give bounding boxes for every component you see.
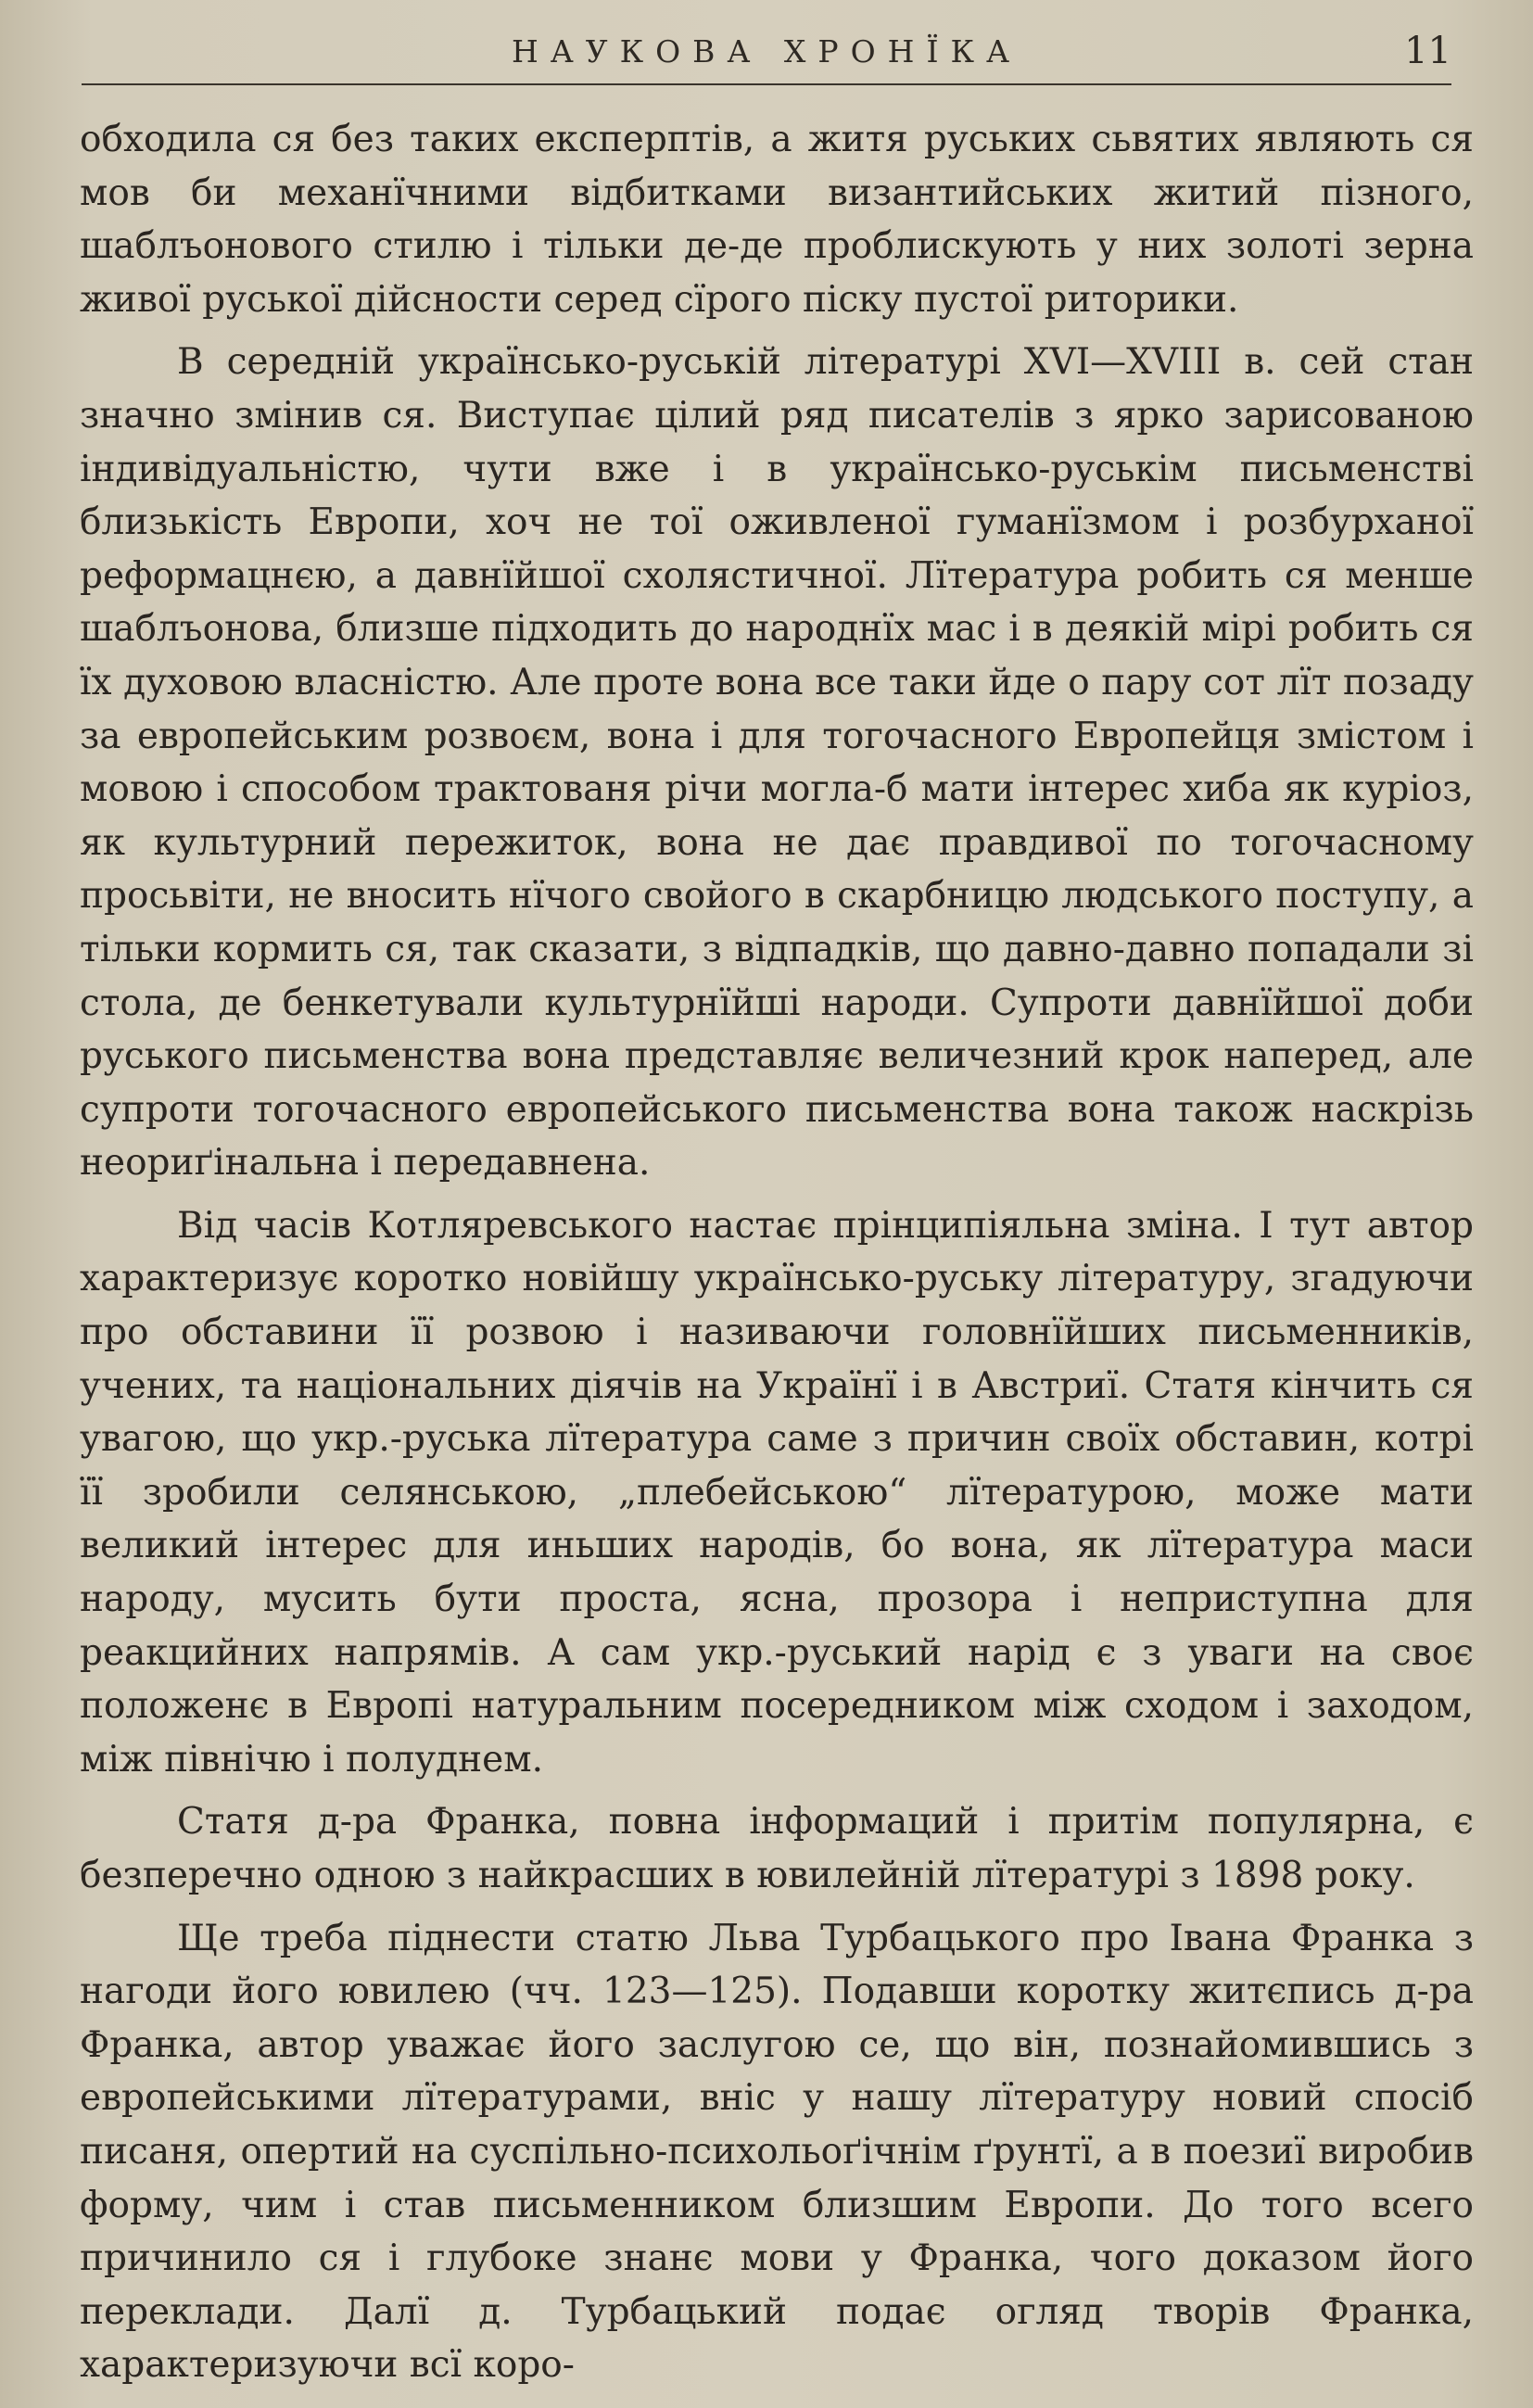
paragraph-5: Ще треба піднести статю Льва Турбацького про Івана Франка з нагоди його ювилею (чч. 123—125). Подавши коротку житєпись д-ра Франка, автор уважає його заслугою се, що він, познайомившись з европейськими лїтературами, вніс у нашу лїтературу новий спосіб писаня, опертий на суспільно-псиxольоґічнім ґрунтї, а в поезиї виробив форму, чим і став письменником близшим Европи. До того всего причинило ся і глубоке знанє мови у Франка, чого доказом його переклади. Далї д. Турбацький подає огляд творів Франка, характеризуючи всї коро- (80, 1917, 1474, 2387)
paragraph-3: Від часів Котляревського настає прінципіяльна зміна. І тут автор характеризує коротко новійшу українсько-руську літературу, згадуючи про обставини її розвою і називаючи головнїйших письменників, учених, та національних діячів на Українї і в Австриї. Статя кінчить ся увагою, що укр.-руська лїтература саме з причин своїх обставин, котрі її зробили селянською, „плебейською“ лїтературою, може мати великий інтерес для иньших народів, бо вона, як лїтература маси народу, мусить бути проста, ясна, прозора і неприступна для реакцийних напрямів. А сам укр.-руський нарід є з уваги на своє положенє в Европі натуральним посередником між сходом і заходом, між північю і полуднем. (80, 1204, 1474, 1781)
paragraph-2: В середній українсько-руській літературі XVI—XVIII в. сей стан значно змінив ся. Виступає цілий ряд писателів з ярко зарисованою індивідуальністю, чути вже і в українсько-руськім письменстві близькість Европи, хоч не тої оживленої гуманїзмом і розбурханої реформацнєю, а давнїйшої схолястичної. Лїтература робить ся менше шаблъонова, близше підходить до народнїх мас і в деякій мірі робить ся їх духовою власністю. Але проте вона все таки йде о пару сот лїт позаду за европейським розвоєм, вона і для тогочасного Европейця змістом і мовою і способом трактованя річи могла-б мати інтерес хиба як куріоз, як культурний пережиток, вона не дає правдивої по тогочасному просьвіти, не вносить нїчого свойого в скарбницю людського поступу, а тільки кормить ся, так сказати, з відпадків, що давно-давно попадали зі стола, де бенкетували культурнїйші народи. Супроти давнїйшої доби руського письменства вона представляє величезний крок наперед, але супроти тогочасного европейського письменства вона також наскрізь неориґінальна і передавнена. (80, 341, 1474, 1185)
page-header (82, 26, 1451, 85)
body-text (80, 113, 1474, 2392)
page-number: 11 (1404, 30, 1451, 72)
paragraph-4: Статя д-ра Франка, повна інформаций і притім популярна, є безперечно одною з найкрасших в ювилейній лїтературі з 1898 року. (80, 1801, 1474, 1896)
paragraph-1: обходила ся без таких експерптів, а житя руських сьвятих являють ся мов би механїчними відбитками византийських житий пізного, шаблъонового стилю і тільки де-де проблискують у них золоті зерна живої руської дійсности серед сїрого піску пустої риторики. (80, 119, 1474, 321)
running-title: НАУКОВА ХРОНЇКА (511, 33, 1022, 70)
